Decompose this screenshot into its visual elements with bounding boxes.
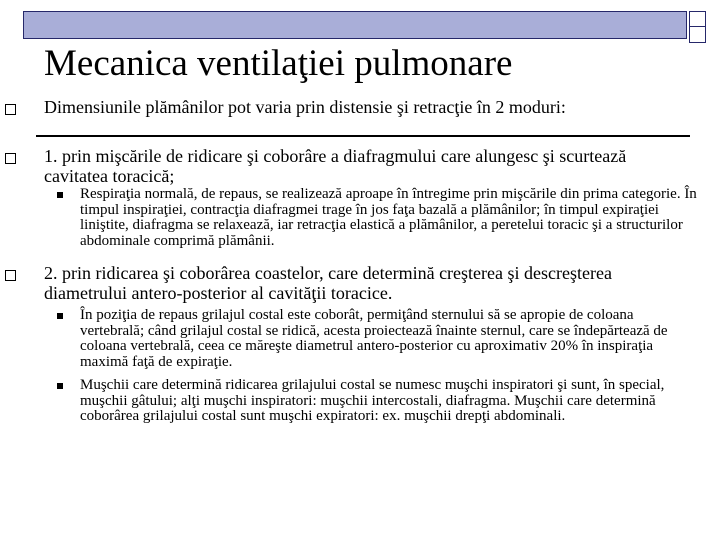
filled-square-bullet-icon	[57, 192, 63, 198]
sub-bullet-text: În poziţia de repaus grilajul costal este coborât, permiţând sternului să se apropie de coloana vertebrală; când grilajul costal se ridică, acesta proiectează înainte sternul, care se îndepărtează de coloana vertebrală, ceea ce măreşte diametrul antero-posterior cu aproximativ 20% în inspiraţia maximă faţă de expiraţie.	[80, 307, 668, 370]
bullet-text: 1. prin mişcările de ridicare şi coborâre a diafragmului care alungesc şi scurtează cavitatea toracică;	[44, 146, 627, 186]
header-corner-box-bottom	[689, 26, 706, 43]
sub-bullet-text: Respiraţia normală, de repaus, se realizează aproape în întregime prin mişcările din prima categorie. În timpul inspiraţiei, contracţia diafragmei trage în jos faţa bazală a plămânilor; în timpul expiraţiei liniştite, diafragma se relaxează, iar retracţia elastică a plămânilor, a peretelui toracic şi a structurilor abdominale comprimă plămânii.	[80, 186, 697, 249]
hollow-square-bullet-icon	[5, 104, 16, 115]
slide-title: Mecanica ventilaţiei pulmonare	[44, 43, 513, 84]
header-bar	[23, 11, 687, 39]
divider-line	[36, 135, 690, 137]
bullet-text: 2. prin ridicarea şi coborârea coastelor, care determină creşterea şi descreşterea diametrului antero-posterior al cavităţii toracice.	[44, 263, 612, 303]
bullet-text: Dimensiunile plămânilor pot varia prin distensie şi retracţie în 2 moduri:	[44, 97, 566, 117]
sub-bullet-text: Muşchii care determină ridicarea grilajului costal se numesc muşchi inspiratori şi sunt, în special, muşchii gâtului; alţi muşchi inspiratori: muşchii intercostali, diafragma. Muşchii care determină coborârea grilajului costal sunt muşchi expiratori: ex. muşchii drepţi abdominali.	[80, 377, 665, 424]
hollow-square-bullet-icon	[5, 153, 16, 164]
filled-square-bullet-icon	[57, 383, 63, 389]
hollow-square-bullet-icon	[5, 270, 16, 281]
filled-square-bullet-icon	[57, 313, 63, 319]
